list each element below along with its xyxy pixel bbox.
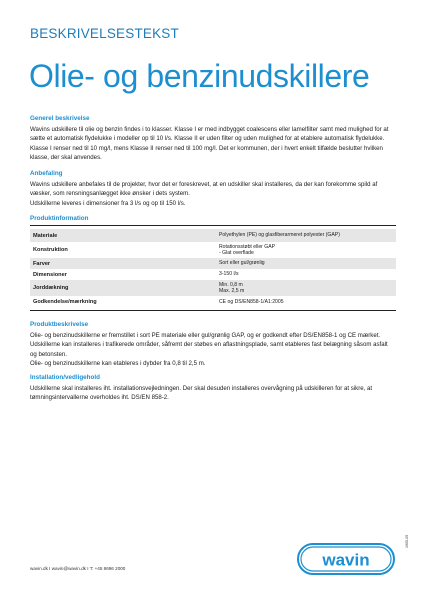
row-value: Polyethylen (PE) og glasfiberarmeret polyester (GAP) — [216, 229, 396, 242]
section-recommendation — [30, 170, 396, 208]
row-label: Godkendelse/mærkning — [33, 299, 97, 305]
recommendation-text: Wavins udskillere anbefales til de projekter, hvor det er foreskrevet, at en udskiller skal installeres, da der kan forekomme spild af væsker, som rensningsanlægget ikke ønsker i dets system. — [30, 181, 378, 198]
product-description-text-2: Olie- og benzinudskillerne kan etableres i dybder fra 0,8 til 2,5 m. — [30, 359, 206, 367]
row-label: Jorddækning — [30, 280, 216, 296]
document-kicker: BESKRIVELSESTEKST — [30, 26, 179, 41]
section-installation — [30, 374, 396, 403]
row-value: CE og DS/EN858-1/A1:2005 — [219, 298, 284, 305]
row-value — [216, 242, 396, 258]
row-value: Sort eller gul/grønlig — [216, 258, 396, 269]
section-product-info — [30, 215, 396, 225]
table-top-rule — [30, 225, 396, 226]
row-value-line: - Glat overflade — [219, 250, 254, 256]
footer-contact: wavin.dk I wavin@wavin.dk I T: +45 8696 2000 — [30, 566, 126, 571]
page-title: Olie- og benzinudskillere — [29, 58, 370, 94]
row-value-line: Max. 2,5 m — [219, 288, 245, 294]
general-text: Wavins udskillere til olie og benzin findes i to klasser. Klasse I er med indbygget coalescens eller lamelfilter samt med mulighed for at sætte et automatisk flydelukke i modeller op til 10 l/s. Klasse II er uden filter og uden mulighed for at etablere automatisk flydelukke. Klasse I renser ned til 10 mg/l, mens Klasse II renser ned til 100 mg/l. Det er kommunen, der i hvert enkelt tilfælde beslutter hvilken klasse, der skal anvendes. — [30, 126, 389, 161]
table-row — [30, 280, 396, 296]
recommendation-text-2: Udskillerne leveres i dimensioner fra 3 l/s og op til 150 l/s. — [30, 199, 186, 207]
section-heading-product-info: Produktinformation — [30, 215, 89, 222]
row-label: Farver — [30, 258, 216, 269]
row-label: Dimensioner — [33, 271, 67, 278]
section-product-description — [30, 321, 396, 368]
section-general — [30, 115, 396, 162]
logo-text: wavin — [322, 550, 370, 570]
row-value — [216, 280, 396, 296]
table-row — [30, 229, 396, 242]
table-row — [30, 269, 396, 280]
product-description-text: Olie- og benzinudskillerne er fremstillet i sort PE materiale eller gul/grønlig GAP, og er godkendt efter DS/EN858-1 og CE mærket. Udskillerne kan installeres i trafikerede områder, såfremt der støbes en aflastningsplade, samt etableres fast belægning såsom asfalt og betonsten. — [30, 332, 388, 358]
row-value-line: Rotationsstøbt eller GAP — [219, 243, 276, 250]
table-row — [30, 242, 396, 258]
section-heading-installation: Installation/vedligehold — [30, 374, 100, 381]
row-value-line: Min. 0,8 m — [219, 281, 243, 288]
row-label: Materiale — [30, 229, 216, 242]
row-label: Konstruktion — [33, 247, 68, 253]
section-heading-recommendation: Anbefaling — [30, 170, 63, 177]
wavin-logo — [297, 543, 395, 575]
table-row — [30, 258, 396, 269]
product-info-table — [30, 229, 396, 308]
section-heading-product-description: Produktbeskrivelse — [30, 321, 89, 328]
document-code: 1905-05 — [405, 534, 409, 548]
table-row — [30, 296, 396, 308]
table-bottom-rule — [30, 310, 396, 311]
installation-text: Udskillerne skal installeres iht. installationsvejledningen. Der skal desuden installeres overvågning på udskilleren for at sikre, at tømningsintervallerne overholdes iht. DS/EN 858-2. — [30, 385, 373, 402]
row-value: 3-150 l/s — [219, 271, 239, 278]
section-heading-general: Generel beskrivelse — [30, 115, 90, 122]
